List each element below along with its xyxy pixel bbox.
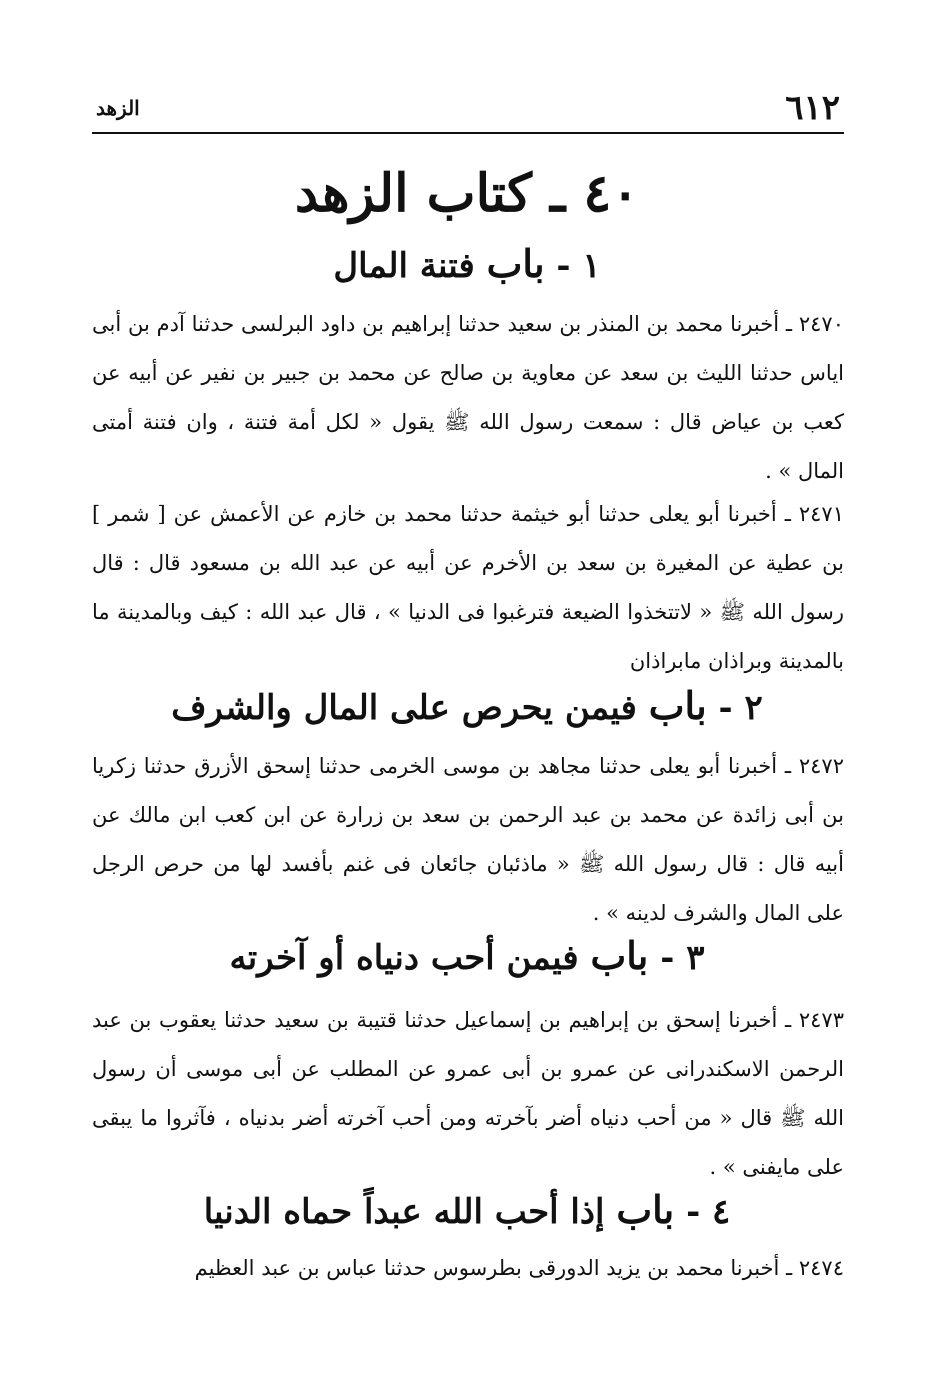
chapter-word: باب (486, 241, 545, 286)
chapter-heading-3: ٣ - باب فيمن أحب دنياه أو آخرته (229, 933, 705, 978)
hadith-2474: ٢٤٧٤ ـ أخبرنا محمد بن يزيد الدورقى بطرسوس حدثنا عباس بن عبد العظيم (194, 1256, 844, 1280)
chapter-number: ٤ (712, 1192, 731, 1232)
running-head (96, 88, 840, 128)
chapter-title: فتنة المال (333, 246, 475, 286)
chapter-title: إذا أحب الله عبداً حماه الدنيا (203, 1192, 605, 1232)
hadith-2470: ٢٤٧٠ ـ أخبرنا محمد بن المنذر بن سعيد حدثنا إبراهيم بن داود البرلسى حدثنا آدم بن أبى اياس حدثنا الليث بن سعد عن معاوية بن صالح عن محمد بن جبير بن نفير عن أبيه عن كعب بن عياض قال : سمعت رسول الله ﷺ يقول « لكل أمة فتنة ، وان فتنة أمتى المال » . (92, 312, 844, 483)
chapter-word: باب (648, 683, 707, 728)
chapter-number: ١ (582, 246, 601, 286)
hadith-2473: ٢٤٧٣ ـ أخبرنا إسحق بن إبراهيم بن إسماعيل حدثنا قتيبة بن سعيد حدثنا يعقوب بن عبد الرحمن الاسكندرانى عن عمرو بن أبى عمرو عن المطلب عن أبى موسى أن رسول الله ﷺ قال « من أحب دنياه أضر بآخرته ومن أحب آخرته أضر بدنياه ، فآثروا ما يبقى على مايفنى » . (92, 1008, 844, 1179)
chapter-number: ٣ (686, 938, 705, 978)
book-title: ٤٠ ـ كتاب الزهد (294, 163, 640, 224)
running-title: الزهد (96, 96, 140, 120)
chapter-heading-1: ١ - باب فتنة المال (333, 241, 601, 286)
page-number: ٦١٢ (785, 88, 840, 128)
hadith-2471: ٢٤٧١ ـ أخبرنا أبو يعلى حدثنا أبو خيثمة حدثنا محمد بن خازم عن الأعمش عن [ شمر ] بن عطية عن المغيرة بن سعد بن الأخرم عن أبيه عن عبد الله بن مسعود قال : قال رسول الله ﷺ « لاتتخذوا الضيعة فترغبوا فى الدنيا » ، قال عبد الله : كيف وبالمدينة ما بالمدينة وبراذان مابراذان (92, 502, 844, 673)
hadith-2472: ٢٤٧٢ ـ أخبرنا أبو يعلى حدثنا مجاهد بن موسى الخرمى حدثنا إسحق الأزرق حدثنا زكريا بن أبى زائدة عن محمد بن عبد الرحمن بن سعد بن زرارة عن ابن كعب ابن مالك عن أبيه قال : قال رسول الله ﷺ « ماذئبان جائعان فى غنم بأفسد لها من حرص الرجل على المال والشرف لدينه » . (92, 754, 844, 925)
chapter-word: باب (616, 1187, 675, 1232)
header-rule (92, 132, 844, 134)
chapter-heading-2: ٢ - باب فيمن يحرص على المال والشرف (171, 683, 763, 728)
chapter-title: فيمن أحب دنياه أو آخرته (229, 938, 579, 978)
chapter-title: فيمن يحرص على المال والشرف (171, 688, 637, 728)
chapter-word: باب (590, 933, 649, 978)
chapter-heading-4: ٤ - باب إذا أحب الله عبداً حماه الدنيا (203, 1187, 731, 1232)
chapter-number: ٢ (744, 688, 763, 728)
